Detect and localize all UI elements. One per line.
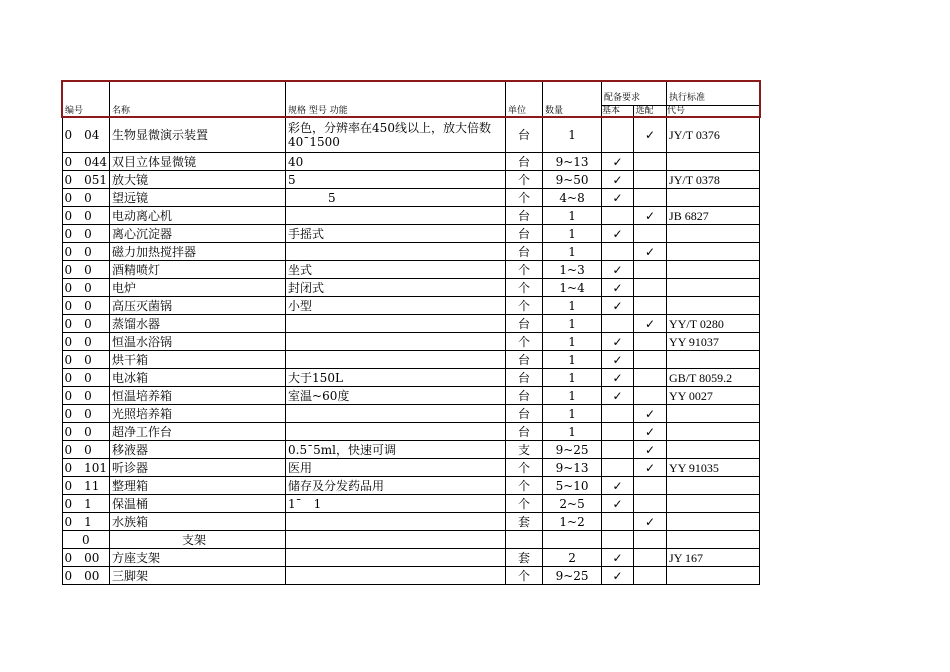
cell-qty: 1 [543, 207, 602, 225]
table-row [62, 153, 760, 171]
cell-code: 0 0 [62, 405, 110, 423]
header-qty: 数量 [543, 81, 602, 117]
cell-optional [634, 351, 667, 369]
cell-name: 烘干箱 [110, 351, 286, 369]
cell-name: 放大镜 [110, 171, 286, 189]
cell-name: 蒸馏水器 [110, 315, 286, 333]
cell-spec: 5 [286, 189, 506, 207]
cell-spec [286, 243, 506, 261]
cell-standard [667, 531, 760, 549]
cell-standard [667, 279, 760, 297]
cell-unit: 个 [506, 495, 543, 513]
cell-unit: 台 [506, 351, 543, 369]
cell-optional [634, 531, 667, 549]
header-standard [667, 81, 760, 117]
cell-name: 恒温培养箱 [110, 387, 286, 405]
cell-optional [634, 567, 667, 585]
cell-spec: 小型 [286, 297, 506, 315]
table-row [62, 567, 760, 585]
cell-qty: 9~25 [543, 441, 602, 459]
cell-unit: 个 [506, 333, 543, 351]
table-row [62, 459, 760, 477]
cell-code: 0 0 [62, 423, 110, 441]
header-optional: 选配 [633, 106, 667, 116]
table-row [62, 171, 760, 189]
cell-unit: 台 [506, 405, 543, 423]
cell-name: 恒温水浴锅 [110, 333, 286, 351]
cell-qty: 9~13 [543, 153, 602, 171]
cell-qty: 4~8 [543, 189, 602, 207]
cell-optional [634, 261, 667, 279]
cell-basic: ✓ [602, 153, 634, 171]
cell-unit: 套 [506, 513, 543, 531]
cell-spec: 1¯ 1 [286, 495, 506, 513]
cell-optional: ✓ [634, 207, 667, 225]
cell-basic [602, 531, 634, 549]
table-row [62, 243, 760, 261]
cell-qty: 5~10 [543, 477, 602, 495]
cell-optional: ✓ [634, 117, 667, 153]
cell-qty: 9~13 [543, 459, 602, 477]
cell-optional [634, 225, 667, 243]
table-row [62, 441, 760, 459]
cell-spec: 封闭式 [286, 279, 506, 297]
cell-standard [667, 405, 760, 423]
cell-code: 0 1 [62, 513, 110, 531]
cell-name: 离心沉淀器 [110, 225, 286, 243]
cell-basic: ✓ [602, 189, 634, 207]
header-basic: 基本 [602, 106, 621, 116]
cell-optional [634, 369, 667, 387]
table-row [62, 261, 760, 279]
cell-code: 0 0 [62, 279, 110, 297]
cell-code: 0 0 [62, 297, 110, 315]
cell-unit: 台 [506, 369, 543, 387]
cell-basic: ✓ [602, 369, 634, 387]
cell-unit: 台 [506, 207, 543, 225]
cell-standard [667, 495, 760, 513]
cell-spec [286, 207, 506, 225]
cell-name: 望远镜 [110, 189, 286, 207]
cell-unit: 个 [506, 261, 543, 279]
cell-unit: 台 [506, 315, 543, 333]
cell-qty: 9~25 [543, 567, 602, 585]
cell-name: 保温桶 [110, 495, 286, 513]
cell-name: 整理箱 [110, 477, 286, 495]
cell-spec [286, 513, 506, 531]
cell-unit: 个 [506, 279, 543, 297]
table-row [62, 333, 760, 351]
cell-spec: 医用 [286, 459, 506, 477]
cell-code: 0 11 [62, 477, 110, 495]
cell-optional: ✓ [634, 243, 667, 261]
cell-qty: 2~5 [543, 495, 602, 513]
cell-unit [506, 531, 543, 549]
table-row [62, 351, 760, 369]
cell-standard [667, 153, 760, 171]
cell-basic: ✓ [602, 549, 634, 567]
table-row [62, 189, 760, 207]
equipment-sheet [61, 80, 761, 585]
cell-qty: 1~3 [543, 261, 602, 279]
cell-code: 0 04 [62, 117, 110, 153]
cell-spec: 大于150L [286, 369, 506, 387]
cell-name: 酒精喷灯 [110, 261, 286, 279]
cell-name: 支架 [110, 531, 286, 549]
cell-basic [602, 513, 634, 531]
cell-spec: 5 [286, 171, 506, 189]
cell-basic: ✓ [602, 297, 634, 315]
table-row [62, 369, 760, 387]
equipment-table [61, 80, 761, 585]
cell-basic: ✓ [602, 477, 634, 495]
cell-code: 0 0 [62, 387, 110, 405]
cell-standard [667, 261, 760, 279]
table-row [62, 423, 760, 441]
cell-optional [634, 189, 667, 207]
cell-name: 三脚架 [110, 567, 286, 585]
cell-basic: ✓ [602, 567, 634, 585]
cell-optional: ✓ [634, 315, 667, 333]
cell-qty: 1 [543, 333, 602, 351]
cell-name: 方座支架 [110, 549, 286, 567]
table-row [62, 315, 760, 333]
cell-standard [667, 513, 760, 531]
cell-standard: GB/T 8059.2 [667, 369, 760, 387]
cell-code: 0 0 [62, 243, 110, 261]
cell-standard [667, 567, 760, 585]
cell-code: 0 0 [62, 225, 110, 243]
header-config [602, 81, 667, 117]
cell-basic: ✓ [602, 261, 634, 279]
cell-unit: 台 [506, 243, 543, 261]
cell-code: 0 044 [62, 153, 110, 171]
cell-unit: 支 [506, 441, 543, 459]
cell-unit: 台 [506, 423, 543, 441]
cell-unit: 个 [506, 567, 543, 585]
cell-code: 0 0 [62, 333, 110, 351]
cell-unit: 个 [506, 171, 543, 189]
cell-qty: 1 [543, 297, 602, 315]
cell-optional: ✓ [634, 423, 667, 441]
table-row [62, 477, 760, 495]
cell-unit: 台 [506, 117, 543, 153]
cell-optional [634, 297, 667, 315]
cell-qty [543, 531, 602, 549]
cell-spec: 坐式 [286, 261, 506, 279]
cell-spec [286, 567, 506, 585]
table-row [62, 549, 760, 567]
cell-code: 0 0 [62, 441, 110, 459]
cell-basic [602, 459, 634, 477]
cell-optional [634, 333, 667, 351]
table-row [62, 279, 760, 297]
cell-spec [286, 423, 506, 441]
table-row [62, 405, 760, 423]
cell-spec: 储存及分发药品用 [286, 477, 506, 495]
cell-code: 0 051 [62, 171, 110, 189]
cell-standard [667, 423, 760, 441]
table-row [62, 387, 760, 405]
header-standard-title: 执行标准 [667, 93, 759, 106]
cell-standard [667, 243, 760, 261]
cell-unit: 套 [506, 549, 543, 567]
cell-qty: 1~2 [543, 513, 602, 531]
cell-optional: ✓ [634, 513, 667, 531]
cell-spec: 手摇式 [286, 225, 506, 243]
cell-basic: ✓ [602, 333, 634, 351]
cell-spec: 彩色，分辨率在450线以上，放大倍数40¯1500 [286, 117, 506, 153]
cell-basic [602, 441, 634, 459]
table-row [62, 117, 760, 153]
cell-unit: 个 [506, 459, 543, 477]
cell-standard: JB 6827 [667, 207, 760, 225]
cell-standard [667, 441, 760, 459]
cell-basic: ✓ [602, 171, 634, 189]
cell-code: 0 0 [62, 351, 110, 369]
cell-optional [634, 279, 667, 297]
cell-standard [667, 477, 760, 495]
cell-qty: 1 [543, 243, 602, 261]
cell-unit: 个 [506, 297, 543, 315]
cell-name: 光照培养箱 [110, 405, 286, 423]
cell-standard: JY/T 0378 [667, 171, 760, 189]
cell-code: 0 0 [62, 369, 110, 387]
header-spec: 规格 型号 功能 [286, 81, 506, 117]
cell-standard: YY 0027 [667, 387, 760, 405]
table-row [62, 297, 760, 315]
header-row [62, 81, 760, 117]
cell-standard [667, 189, 760, 207]
cell-qty: 1 [543, 351, 602, 369]
cell-name: 电冰箱 [110, 369, 286, 387]
cell-basic [602, 243, 634, 261]
cell-basic: ✓ [602, 495, 634, 513]
cell-unit: 台 [506, 153, 543, 171]
cell-name: 电动离心机 [110, 207, 286, 225]
cell-optional [634, 477, 667, 495]
cell-name: 磁力加热搅拌器 [110, 243, 286, 261]
cell-code: 0 1 [62, 495, 110, 513]
cell-optional [634, 387, 667, 405]
cell-qty: 1 [543, 423, 602, 441]
cell-basic [602, 405, 634, 423]
header-unit: 单位 [506, 81, 543, 117]
cell-standard: YY 91037 [667, 333, 760, 351]
cell-qty: 1 [543, 315, 602, 333]
cell-name: 双目立体显微镜 [110, 153, 286, 171]
cell-name: 移液器 [110, 441, 286, 459]
cell-standard: JY/T 0376 [667, 117, 760, 153]
cell-optional: ✓ [634, 405, 667, 423]
table-row [62, 225, 760, 243]
header-code: 编号 [62, 81, 110, 117]
cell-code: 0 [62, 531, 110, 549]
cell-qty: 9~50 [543, 171, 602, 189]
cell-qty: 1 [543, 387, 602, 405]
cell-optional: ✓ [634, 459, 667, 477]
cell-basic [602, 315, 634, 333]
cell-code: 0 0 [62, 315, 110, 333]
cell-qty: 1 [543, 225, 602, 243]
cell-basic [602, 423, 634, 441]
cell-spec: 40 [286, 153, 506, 171]
cell-spec: 0.5¯5ml，快速可调 [286, 441, 506, 459]
cell-standard: JY 167 [667, 549, 760, 567]
cell-spec [286, 351, 506, 369]
cell-standard [667, 351, 760, 369]
cell-code: 0 0 [62, 207, 110, 225]
cell-spec [286, 333, 506, 351]
cell-name: 高压灭菌锅 [110, 297, 286, 315]
table-row [62, 513, 760, 531]
cell-code: 0 00 [62, 567, 110, 585]
cell-code: 0 00 [62, 549, 110, 567]
cell-name: 水族箱 [110, 513, 286, 531]
cell-qty: 1 [543, 369, 602, 387]
cell-unit: 个 [506, 189, 543, 207]
cell-code: 0 101 [62, 459, 110, 477]
cell-standard: YY/T 0280 [667, 315, 760, 333]
cell-basic: ✓ [602, 387, 634, 405]
cell-standard: YY 91035 [667, 459, 760, 477]
cell-qty: 1 [543, 405, 602, 423]
cell-optional [634, 171, 667, 189]
cell-name: 超净工作台 [110, 423, 286, 441]
table-row [62, 207, 760, 225]
cell-name: 电炉 [110, 279, 286, 297]
cell-optional [634, 153, 667, 171]
table-row [62, 531, 760, 549]
cell-unit: 台 [506, 225, 543, 243]
cell-optional: ✓ [634, 441, 667, 459]
cell-unit: 台 [506, 387, 543, 405]
cell-spec [286, 531, 506, 549]
cell-basic: ✓ [602, 279, 634, 297]
cell-code: 0 0 [62, 189, 110, 207]
cell-basic [602, 207, 634, 225]
header-name: 名称 [110, 81, 286, 117]
table-row [62, 495, 760, 513]
header-std-code: 代号 [667, 106, 686, 116]
cell-standard [667, 225, 760, 243]
cell-spec [286, 315, 506, 333]
cell-code: 0 0 [62, 261, 110, 279]
cell-spec [286, 405, 506, 423]
cell-basic [602, 117, 634, 153]
cell-spec: 室温~60度 [286, 387, 506, 405]
cell-optional [634, 549, 667, 567]
cell-spec [286, 549, 506, 567]
header-config-title: 配备要求 [602, 93, 666, 106]
cell-qty: 2 [543, 549, 602, 567]
cell-basic: ✓ [602, 225, 634, 243]
cell-qty: 1~4 [543, 279, 602, 297]
cell-name: 生物显微演示装置 [110, 117, 286, 153]
cell-standard [667, 297, 760, 315]
cell-optional [634, 495, 667, 513]
cell-qty: 1 [543, 117, 602, 153]
cell-unit: 个 [506, 477, 543, 495]
cell-basic: ✓ [602, 351, 634, 369]
cell-name: 听诊器 [110, 459, 286, 477]
